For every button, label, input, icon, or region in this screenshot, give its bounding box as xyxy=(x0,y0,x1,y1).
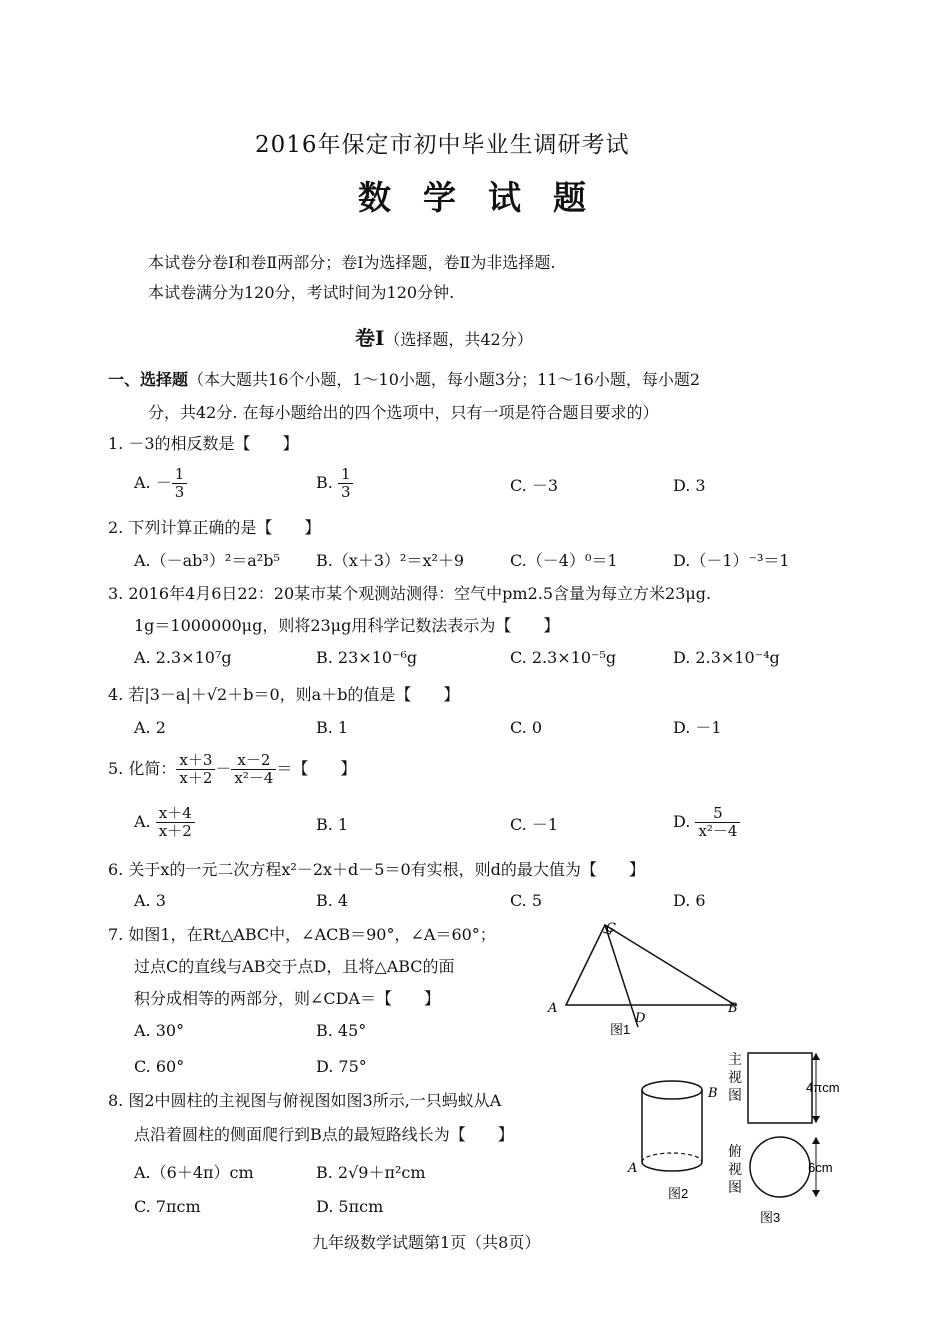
section-label: 一、选择题 xyxy=(108,370,189,389)
q5-a-fraction: $\frac{x+4}{x+2}$ xyxy=(156,805,195,840)
cylinder-bottom-back xyxy=(642,1153,702,1162)
part-heading xyxy=(355,322,533,351)
subject-title: 数学试题 xyxy=(358,178,618,217)
line-cd xyxy=(605,925,638,1027)
q7-stem-1: 7. 如图1，在Rt△ABC中，∠ACB＝90°，∠A＝60°； xyxy=(108,925,496,944)
label-d: D xyxy=(635,1011,646,1026)
triangle-abc xyxy=(566,925,735,1005)
q6-option-b: B. 4 xyxy=(316,891,349,910)
q1-stem: 1. －3的相反数是【 】 xyxy=(108,434,299,453)
figure-1-triangle xyxy=(540,915,750,1045)
q6-option-d: D. 6 xyxy=(673,891,706,910)
section-desc-2: 分，共42分. 在每小题给出的四个选项中，只有一项是符合题目要求的） xyxy=(148,403,659,422)
q5-fraction-2: $\frac{x-2}{\text{x²－4}}$ xyxy=(231,752,276,787)
q3-option-a: A. 2.3×10⁷g xyxy=(134,648,232,667)
intro-line-1: 本试卷分卷Ⅰ和卷Ⅱ两部分；卷Ⅰ为选择题，卷Ⅱ为非选择题. xyxy=(148,253,556,272)
q4-option-d: D. －1 xyxy=(673,718,722,737)
cylinder-bottom-front xyxy=(642,1162,702,1171)
q3-option-c: C. 2.3×10⁻⁵g xyxy=(510,648,617,667)
q6-option-a: A. 3 xyxy=(134,891,166,910)
figure-3-views xyxy=(724,1048,874,1228)
q3-option-b: B. 23×10⁻⁶g xyxy=(316,648,418,667)
q3-stem-2: 1g＝1000000μg，则将23μg用科学记数法表示为【 】 xyxy=(134,616,560,635)
svg-text:视: 视 xyxy=(728,1070,742,1086)
q8-option-b: B. 2√9＋π²cm xyxy=(316,1163,426,1182)
q5-option-a: A. $\frac{x+4}{x+2}$ xyxy=(134,805,195,840)
q5-stem: 5. 化简： $\frac{x+3}{x+2}$ － $\frac{x-2}{\text{x²－4}}$ ＝【 】 xyxy=(108,751,357,787)
q1-option-b: B. $\frac{1}{3}$ xyxy=(316,466,353,501)
diameter-label: 6cm xyxy=(808,1160,833,1175)
q7-option-d: D. 75° xyxy=(316,1057,367,1076)
q2-option-c: C.（－4）⁰＝1 xyxy=(510,551,618,570)
q7-option-b: B. 45° xyxy=(316,1021,367,1040)
svg-text:视: 视 xyxy=(728,1162,742,1178)
figure-2-caption: 图2 xyxy=(668,1186,689,1201)
q8-option-d: D. 5πcm xyxy=(316,1197,384,1216)
q1-option-d: D. 3 xyxy=(673,476,706,495)
q8-option-c: C. 7πcm xyxy=(134,1197,201,1216)
q5-option-c: C. －1 xyxy=(510,815,559,834)
label-c: C xyxy=(606,921,616,936)
q2-option-d: D.（－1）⁻³＝1 xyxy=(673,551,790,570)
q1-a-fraction: $\frac{1}{3}$ xyxy=(172,466,188,501)
part-desc: （选择题，共42分） xyxy=(384,330,533,349)
figure-1-caption: 图1 xyxy=(610,1022,631,1037)
q4-stem: 4. 若|3－a|＋√2＋b＝0，则a＋b的值是【 】 xyxy=(108,685,460,704)
q7-option-c: C. 60° xyxy=(134,1057,185,1076)
svg-text:俯: 俯 xyxy=(728,1144,742,1160)
label-a: A xyxy=(548,1001,558,1016)
q7-option-a: A. 30° xyxy=(134,1021,185,1040)
q6-option-c: C. 5 xyxy=(510,891,543,910)
front-view-rect xyxy=(748,1053,812,1123)
figure-2-cylinder xyxy=(620,1070,730,1205)
height-label: 4πcm xyxy=(806,1080,840,1095)
q8-stem-1: 8. 图2中圆柱的主视图与俯视图如图3所示,一只蚂蚁从A xyxy=(108,1091,502,1110)
q2-option-b: B.（x＋3）²＝x²＋9 xyxy=(316,551,465,570)
figure-3-caption: 图3 xyxy=(760,1210,781,1225)
label-b: B xyxy=(708,1086,718,1101)
q7-stem-3: 积分成相等的两部分，则∠CDA＝【 】 xyxy=(134,989,441,1008)
label-a: A xyxy=(628,1161,638,1176)
q6-stem: 6. 关于x的一元二次方程x²－2x＋d－5＝0有实根，则d的最大值为【 】 xyxy=(108,860,645,879)
q1-option-c: C. －3 xyxy=(510,476,559,495)
intro-line-2: 本试卷满分为120分，考试时间为120分钟. xyxy=(148,283,455,302)
q3-option-d: D. 2.3×10⁻⁴g xyxy=(673,648,780,667)
q7-stem-2: 过点C的直线与AB交于点D，且将△ABC的面 xyxy=(134,957,455,976)
q2-option-a: A.（－ab³）²＝a²b⁵ xyxy=(134,551,280,570)
q1-option-a: A. － $\frac{1}{3}$ xyxy=(134,466,187,501)
svg-text:图: 图 xyxy=(728,1180,742,1196)
q3-stem-1: 3. 2016年4月6日22：20某市某个观测站测得：空气中pm2.5含量为每立方米23μg. xyxy=(108,584,712,603)
q5-fraction-1: $\frac{x+3}{x+2}$ xyxy=(176,752,215,787)
q4-option-b: B. 1 xyxy=(316,718,349,737)
svg-text:主: 主 xyxy=(728,1052,742,1068)
svg-text:图: 图 xyxy=(728,1088,742,1104)
q2-stem: 2. 下列计算正确的是【 】 xyxy=(108,518,321,537)
q8-stem-2: 点沿着圆柱的侧面爬行到B点的最短路线长为【 】 xyxy=(134,1125,514,1144)
exam-title: 2016年保定市初中毕业生调研考试 xyxy=(255,132,630,158)
q5-option-d: D. $\frac{5}{\text{x²－4}}$ xyxy=(673,805,740,840)
q4-option-a: A. 2 xyxy=(134,718,166,737)
q1-b-fraction: $\frac{1}{3}$ xyxy=(338,466,354,501)
cylinder-top xyxy=(642,1081,702,1099)
label-b: B xyxy=(728,1001,738,1016)
q5-d-fraction: $\frac{5}{\text{x²－4}}$ xyxy=(695,805,740,840)
part-name: 卷Ⅰ xyxy=(355,326,385,350)
section-desc-1: （本大题共16个小题，1～10小题，每小题3分；11～16小题，每小题2 xyxy=(188,370,700,389)
q4-option-c: C. 0 xyxy=(510,718,543,737)
q5-option-b: B. 1 xyxy=(316,815,349,834)
section-heading xyxy=(108,370,700,390)
top-view-circle xyxy=(750,1137,810,1197)
q8-option-a: A.（6＋4π）cm xyxy=(134,1163,254,1182)
page-footer: 九年级数学试题第1页（共8页） xyxy=(312,1233,541,1252)
